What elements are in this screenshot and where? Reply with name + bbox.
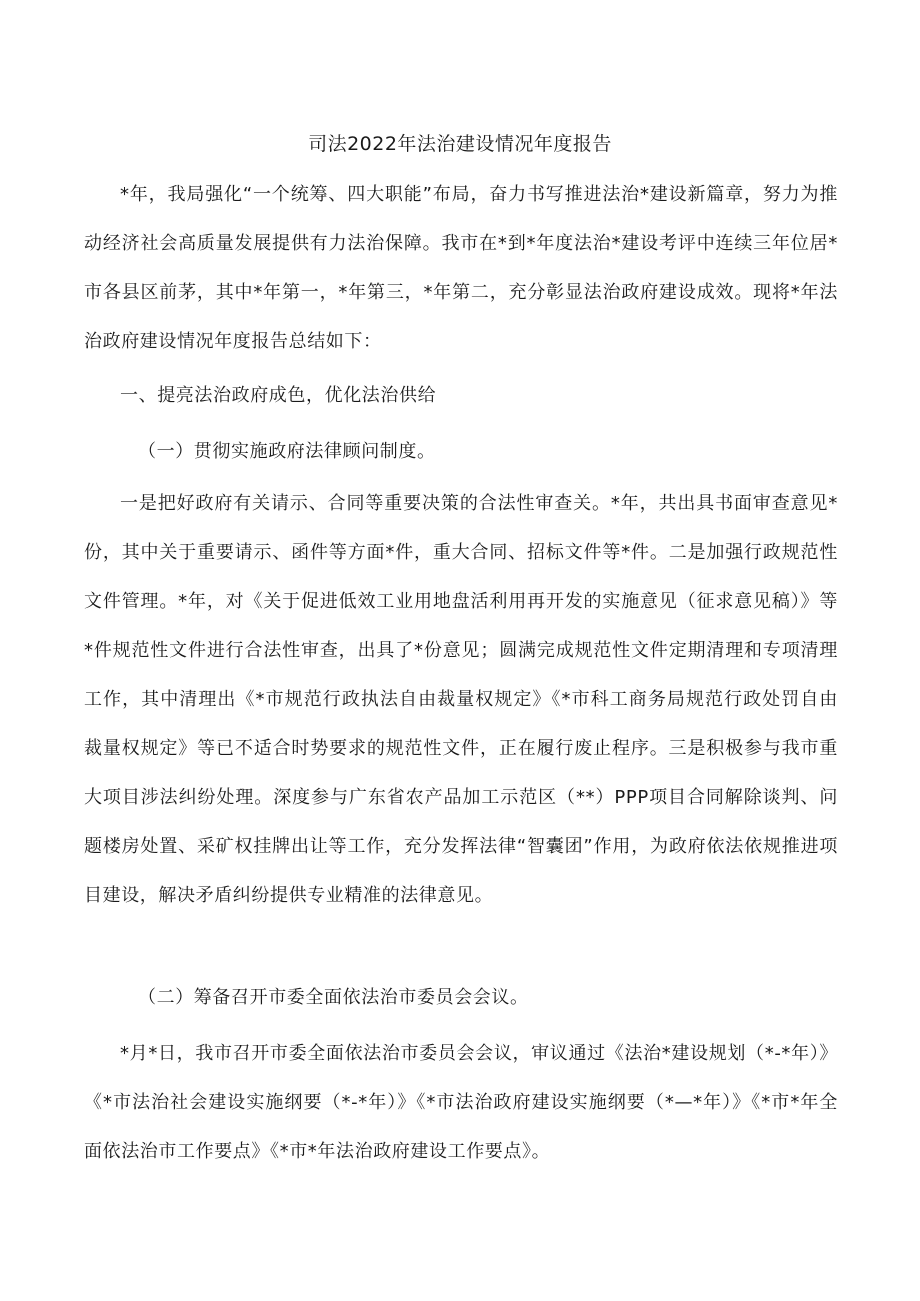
body-paragraph-2: *月*日，我市召开市委全面依法治市委员会会议，审议通过《法治*建设规划（*-*年）》《*市法治社会建设实施纲要（*-*年）》《*市法治政府建设实施纲要（*—*年）》《*市*年全面依法治市工作要点》《*市*年法治政府建设工作要点》。 (84, 1043, 838, 1162)
body-paragraph-1: 一是把好政府有关请示、合同等重要决策的合法性审查关。*年，共出具书面审查意见*份，其中关于重要请示、函件等方面*件，重大合同、招标文件等*件。二是加强行政规范性文件管理。*年，对《关于促进低效工业用地盘活利用再开发的实施意见（征求意见稿）》等*件规范性文件进行合法性审查，出具了*份意见；圆满完成规范性文件定期清理和专项清理工作，其中清理出《*市规范行政执法自由裁量权规定》《*市科工商务局规范行政处罚自由裁量权规定》等已不适合时势要求的规范性文件，正在履行废止程序。三是积极参与我市重大项目涉法纠纷处理。深度参与广东省农产品加工示范区（**）PPP项目合同解除谈判、问题楼房处置、采矿权挂牌出让等工作，充分发挥法律“智囊团”作用，为政府依法依规推进项目建设，解决矛盾纠纷提供专业精准的法律意见。 (84, 493, 838, 906)
document-title: 司法2022年法治建设情况年度报告 (308, 133, 612, 155)
intro-paragraph: *年，我局强化“一个统筹、四大职能”布局，奋力书写推进法治*建设新篇章，努力为推动经济社会高质量发展提供有力法治保障。我市在*到*年度法治*建设考评中连续三年位居*市各县区前茅，其中*年第一，*年第三，*年第二，充分彰显法治政府建设成效。现将*年法治政府建设情况年度报告总结如下： (84, 184, 838, 352)
subsection-heading-1: （一）贯彻实施政府法律顾问制度。 (138, 441, 436, 462)
subsection-heading-2: （二）筹备召开市委全面依法治市委员会会议。 (138, 987, 529, 1008)
section-heading-1: 一、提亮法治政府成色，优化法治供给 (120, 385, 437, 406)
